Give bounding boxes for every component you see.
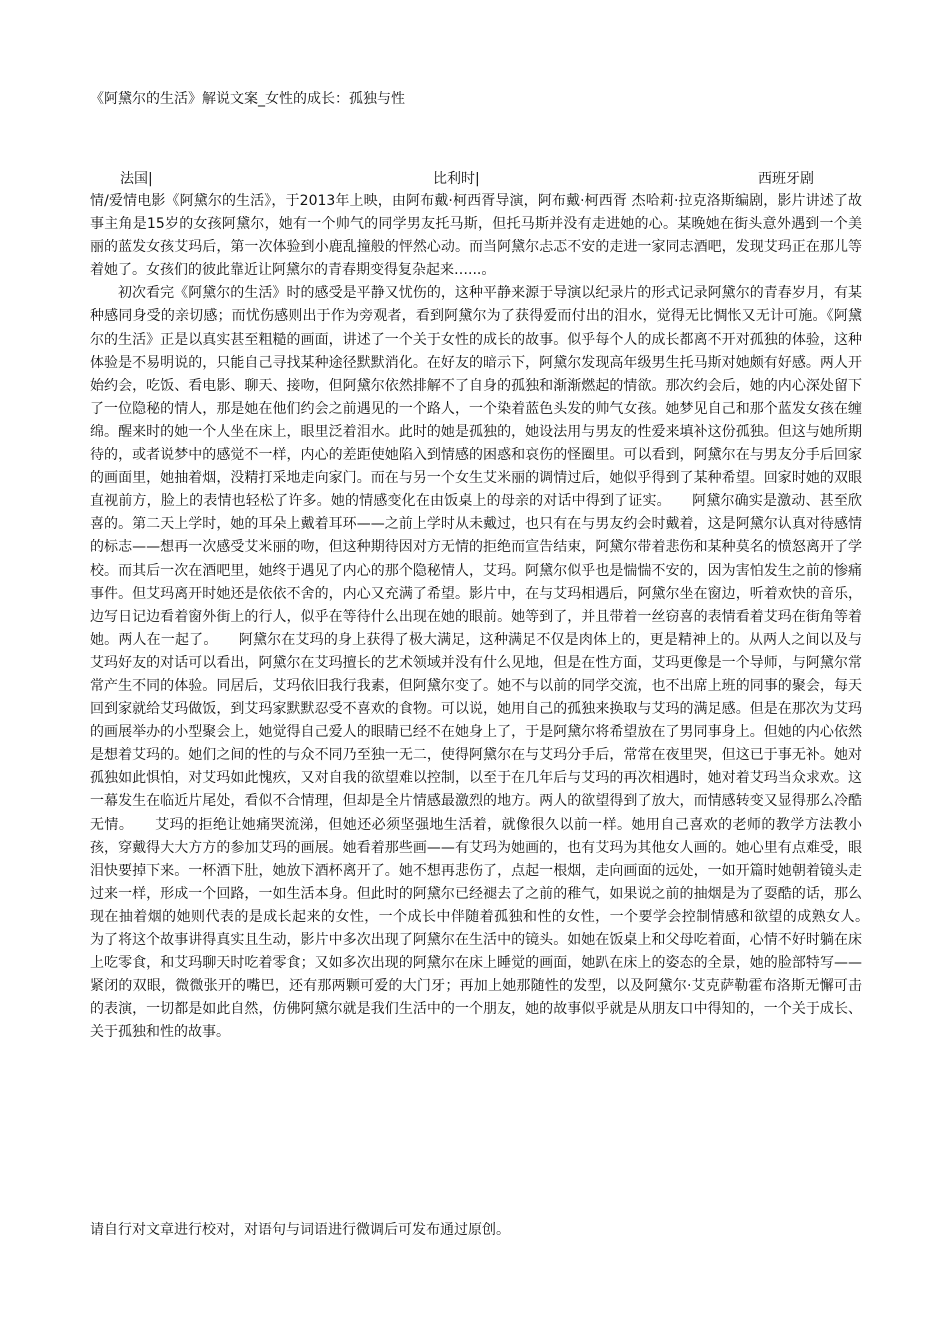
document-page [90, 88, 890, 1044]
country-belgium: 比利时| [433, 171, 480, 187]
paragraph-review: 初次看完《阿黛尔的生活》时的感受是平静又忧伤的，这种平静来源于导演以纪录片的形式记录阿黛尔的青春岁月，有某种感同身受的亲切感；而忧伤感则出于作为旁观者，看到阿黛尔为了获得爱而付出的泪水，觉得无比惆怅又无计可施。《阿黛尔的生活》正是以真实甚至粗糙的画面，讲述了一个关于女性的成长的故事。似乎每个人的成长都离不开对孤独的体验，这种体验是不易明说的，只能自己寻找某种途径默默消化。在好友的暗示下，阿黛尔发现高年级男生托马斯对她颇有好感。两人开始约会，吃饭、看电影、聊天、接吻，但阿黛尔依然排解不了自身的孤独和渐渐燃起的情欲。那次约会后，她的内心深处留下了一位隐秘的情人，那是她在他们约会之前遇见的一个路人，一个染着蓝色头发的帅气女孩。她梦见自己和那个蓝发女孩在缠绵。醒来时的她一个人坐在床上，眼里泛着泪水。此时的她是孤独的，她设法用与男友的性爱来填补这份孤独。但这与她所期待的，或者说梦中的感觉不一样，内心的差距使她陷入到情感的困惑和哀伤的怪圈里。可以看到，阿黛尔在与男友分手后回家的画面里，她抽着烟，没精打采地走向家门。而在与另一个女生艾米丽的调情过后，她似乎得到了某种希望。回家时她的双眼直视前方，脸上的表情也轻松了许多。她的情感变化在由饭桌上的母亲的对话中得到了证实。 阿黛尔确实是激动、甚至欣喜的。第二天上学时，她的耳朵上戴着耳环——之前上学时从未戴过，也只有在与男友约会时戴着，这是阿黛尔认真对待感情的标志——想再一次感受艾米丽的吻，但这种期待因对方无情的拒绝而宣告结束，阿黛尔带着悲伤和某种莫名的愤怒离开了学校。而其后一次在酒吧里，她终于遇见了内心的那个隐秘情人，艾玛。阿黛尔似乎也是惴惴不安的，因为害怕发生之前的惨痛事件。但艾玛离开时她还是依依不舍的，内心又充满了希望。影片中，在与艾玛相遇后，阿黛尔坐在窗边，听着欢快的音乐，边写日记边看着窗外街上的行人，似乎在等待什么出现在她的眼前。她等到了，并且带着一丝窃喜的表情看着艾玛在街角等着她。两人在一起了。 阿黛尔在艾玛的身上获得了极大满足，这种满足不仅是肉体上的，更是精神上的。从两人之间以及与艾玛好友的对话可以看出，阿黛尔在艾玛擅长的艺术领域并没有什么见地，但是在性方面，艾玛更像是一个导师，与阿黛尔常常产生不同的体验。同居后，艾玛依旧我行我素，但阿黛尔变了。她不与以前的同学交流，也不出席上班的同事的聚会，每天回到家就给艾玛做饭，到艾玛家默默忍受不喜欢的食物。可以说，她用自己的孤独来换取与艾玛的满足感。但是在那次为艾玛的画展举办的小型聚会上，她觉得自己爱人的眼睛已经不在她身上了，于是阿黛尔将希望放在了男同事身上。但她的内心依然是想着艾玛的。她们之间的性的与众不同乃至独一无二，使得阿黛尔在与艾玛分手后，常常在夜里哭，但这已于事无补。她对孤独如此惧怕，对艾玛如此愧疚，又对自我的欲望难以控制，以至于在几年后与艾玛的再次相遇时，她对着艾玛当众求欢。这一幕发生在临近片尾处，看似不合情理，但却是全片情感最激烈的地方。两人的欲望得到了放大，而情感转变又显得那么冷酷无情。 艾玛的拒绝让她痛哭流涕，但她还必须坚强地生活着，就像很久以前一样。她用自己喜欢的老师的教学方法教小孩，穿戴得大大方方的参加艾玛的画展。她看着那些画——有艾玛为她画的，也有艾玛为其他女人画的。她心里有点难受，眼泪快要掉下来。一杯酒下肚，她放下酒杯离开了。她不想再悲伤了，点起一根烟，走向画面的远处，一如开篇时她朝着镜头走过来一样，形成一个回路，一如生活本身。但此时的阿黛尔已经褪去了之前的稚气，如果说之前的抽烟是为了耍酷的话，那么现在抽着烟的她则代表的是成长起来的女性，一个成长中伴随着孤独和性的女性，一个要学会控制情感和欲望的成熟女人。 为了将这个故事讲得真实且生动，影片中多次出现了阿黛尔在生活中的镜头。如她在饭桌上和父母吃着面，心情不好时躺在床上吃零食，和艾玛聊天时吃着零食；又如多次出现的阿黛尔在床上睡觉的画面，她趴在床上的姿态的全景，她的脸部特写——紧闭的双眼，微微张开的嘴巴，还有那两颗可爱的大门牙；再加上她那随性的发型，以及阿黛尔·艾克萨勒霍布洛斯无懈可击的表演，一切都是如此自然，仿佛阿黛尔就是我们生活中的一个朋友，她的故事似乎就是从朋友口中得知的，一个关于成长、关于孤独和性的故事。 [90, 285, 890, 1041]
film-origin-row [90, 168, 862, 190]
paragraph-intro: 情/爱情电影《阿黛尔的生活》，于2013年上映，由阿布戴·柯西胥导演，阿布戴·柯西胥 杰哈莉·拉克洛斯编剧，影片讲述了故事主角是15岁的女孩阿黛尔，她有一个帅气的同学男友托马斯，但托马斯并没有走进她的心。某晚她在街头意外遇到一个美丽的蓝发女孩艾玛后，第一次体验到小鹿乱撞般的怦然心动。而当阿黛尔忐忑不安的走进一家同志酒吧，发现艾玛正在那儿等着她了。女孩们的彼此靠近让阿黛尔的青春期变得复杂起来…...。 [90, 193, 862, 279]
document-title: 《阿黛尔的生活》解说文案_女性的成长：孤独与性 [90, 91, 405, 107]
country-france: 法国| [120, 171, 153, 187]
article-body [90, 190, 890, 1044]
footer-note: 请自行对文章进行校对，对语句与词语进行微调后可发布通过原创。 [90, 1222, 510, 1238]
country-spain-genre: 西班牙剧 [758, 171, 814, 187]
